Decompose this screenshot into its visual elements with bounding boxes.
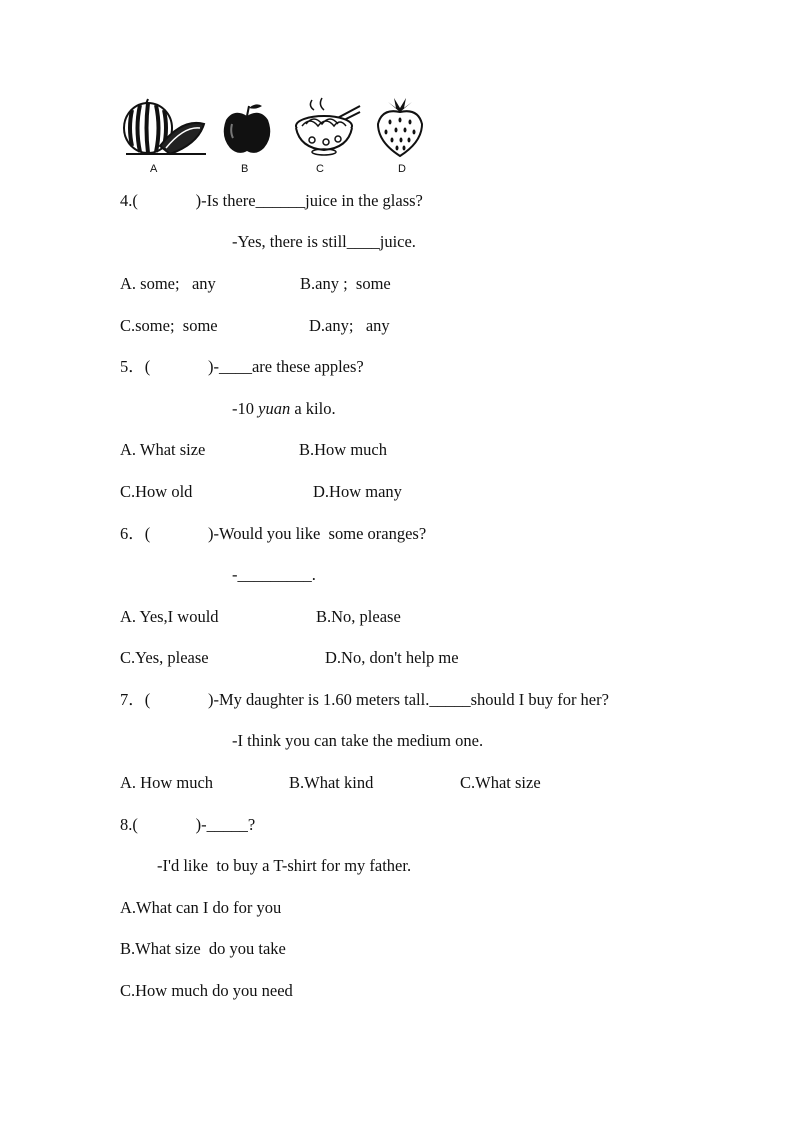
picture-label-a: A [150,163,158,175]
option-8-a: A.What can I do for you [120,898,282,917]
picture-label-d: D [398,163,406,175]
option-4-d: D.any; any [309,316,390,335]
question-7: 7．( )-My daughter is 1.60 meters tall._____should I buy for her? [120,690,609,709]
question-5: 5．( )-____are these apples? [120,357,364,376]
answer-8: -I'd like to buy a T-shirt for my father. [157,856,412,875]
question-4: 4.( )-Is there______juice in the glass? [120,191,423,210]
option-7-c: C.What size [460,773,541,792]
option-7-a: A. How much [120,773,214,792]
noodles-icon [290,96,362,158]
answer-7: -I think you can take the medium one. [232,731,484,750]
option-5-d: D.How many [313,482,402,501]
answer-5-price: -10 [232,399,254,418]
option-5-c: C.How old [120,482,193,501]
noodles-picture [290,96,362,163]
answer-5-unit: a kilo. [294,399,336,418]
watermelon-picture [120,96,210,163]
option-6-b: B.No, please [316,607,401,626]
watermelon-icon [120,96,210,158]
option-6-d: D.No, don't help me [325,648,459,667]
option-5-b: B.How much [299,440,387,459]
question-8: 8.( )-_____? [120,815,256,834]
strawberry-icon [372,96,428,158]
option-4-c: C.some; some [120,316,218,335]
option-7-b: B.What kind [289,773,374,792]
answer-6: -_________. [232,565,316,584]
option-6-c: C.Yes, please [120,648,209,667]
option-8-c: C.How much do you need [120,981,293,1000]
picture-label-b: B [241,163,249,175]
answer-4: -Yes, there is still____juice. [232,232,416,251]
answer-5-yuan: yuan [258,399,291,418]
option-6-a: A. Yes,I would [120,607,219,626]
option-5-a: A. What size [120,440,206,459]
strawberry-picture [372,96,428,163]
option-4-b: B.any ; some [300,274,391,293]
answer-5 [232,399,336,419]
picture-label-c: C [316,163,324,175]
apple-icon [220,96,274,158]
question-6: 6．( )-Would you like some oranges? [120,524,427,543]
option-4-a: A. some; any [120,274,216,293]
option-8-b: B.What size do you take [120,939,286,958]
apple-picture [220,96,274,163]
